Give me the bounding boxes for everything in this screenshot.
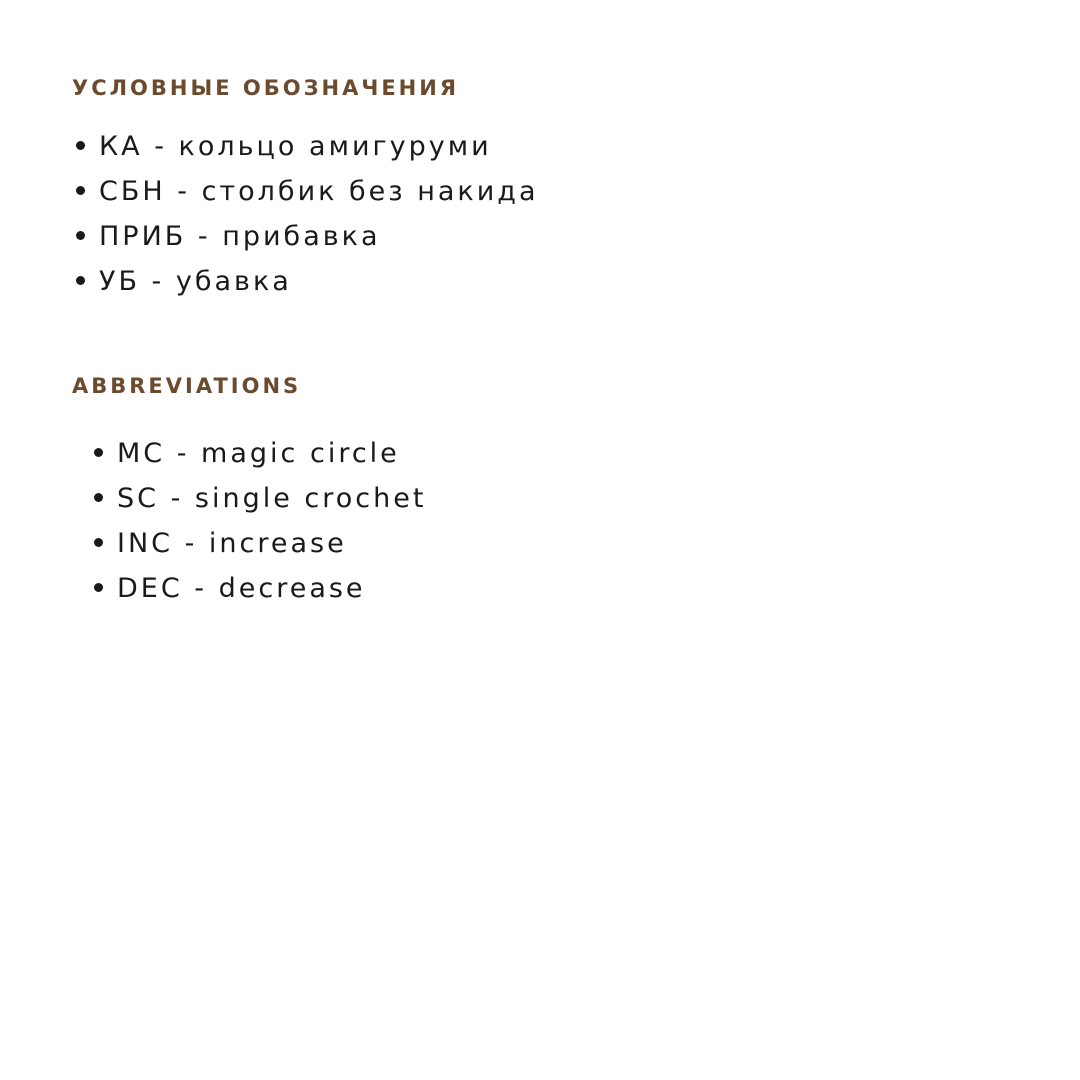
bullet-icon xyxy=(94,583,103,592)
bullet-icon xyxy=(76,276,85,285)
list-item xyxy=(94,521,426,566)
list-item xyxy=(94,476,426,521)
list-item-text: КА - кольцо амигуруми xyxy=(99,131,492,162)
bullet-icon xyxy=(94,493,103,502)
list-item xyxy=(76,259,539,304)
list-item-text: СБН - столбик без накида xyxy=(99,176,539,207)
list-item xyxy=(94,431,426,476)
bullet-icon xyxy=(76,186,85,195)
russian-abbreviations-heading: УСЛОВНЫЕ ОБОЗНАЧЕНИЯ xyxy=(72,76,459,100)
russian-abbreviations-list xyxy=(76,124,539,304)
list-item-text: ПРИБ - прибавка xyxy=(99,221,381,252)
bullet-icon xyxy=(76,231,85,240)
list-item xyxy=(76,169,539,214)
list-item-text: УБ - убавка xyxy=(99,266,292,297)
list-item xyxy=(76,124,539,169)
list-item xyxy=(76,214,539,259)
list-item xyxy=(94,566,426,611)
english-abbreviations-list xyxy=(94,431,426,611)
bullet-icon xyxy=(76,141,85,150)
list-item-text: MC - magic circle xyxy=(117,438,400,469)
bullet-icon xyxy=(94,448,103,457)
list-item-text: DEC - decrease xyxy=(117,573,366,604)
list-item-text: SC - single crochet xyxy=(117,483,427,514)
english-abbreviations-heading: ABBREVIATIONS xyxy=(72,374,302,398)
bullet-icon xyxy=(94,538,103,547)
list-item-text: INC - increase xyxy=(117,528,347,559)
